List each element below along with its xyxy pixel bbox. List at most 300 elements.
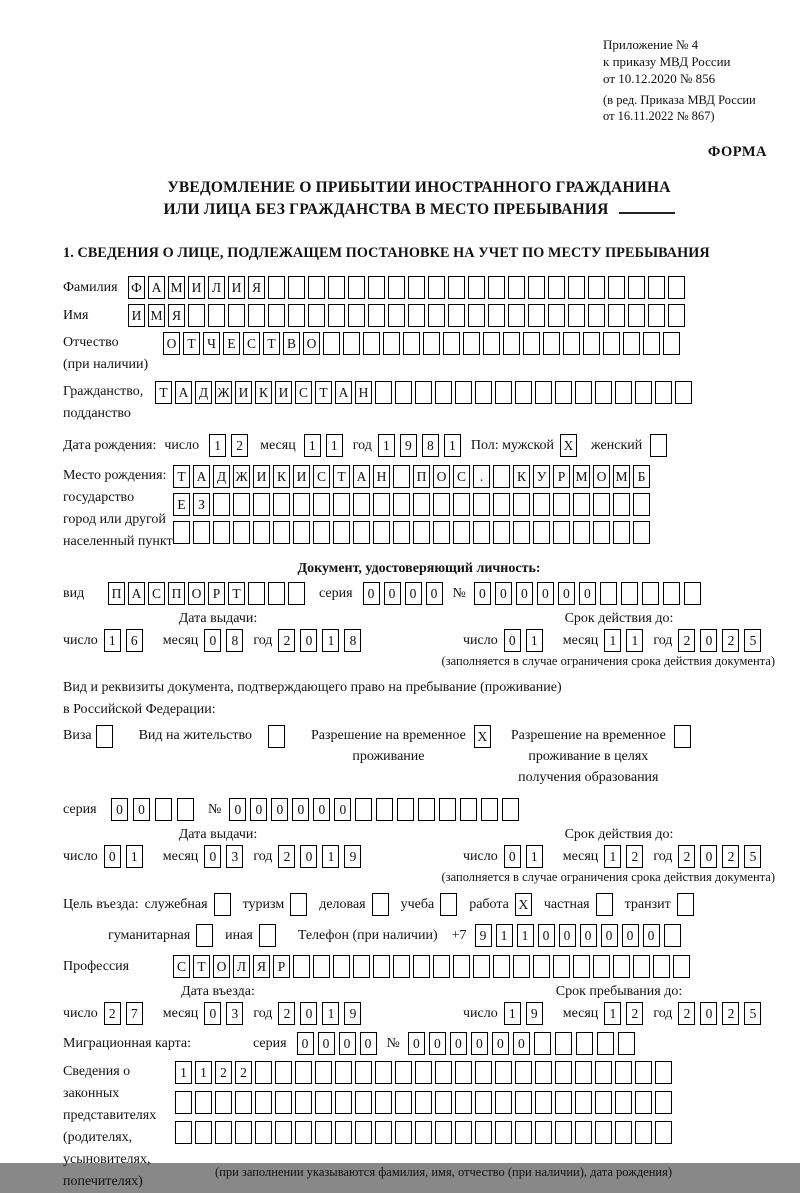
form-cell bbox=[293, 493, 310, 516]
form-cell bbox=[664, 924, 681, 947]
form-cell: А bbox=[128, 582, 145, 605]
birthplace-label: Место рождения: государство город или другой населенный пункт bbox=[63, 468, 173, 549]
form-cell: К bbox=[513, 465, 530, 488]
form-cell bbox=[543, 332, 560, 355]
form-cell bbox=[375, 1061, 392, 1084]
form-cell: А bbox=[353, 465, 370, 488]
form-cell: Я bbox=[253, 955, 270, 978]
form-cell bbox=[388, 276, 405, 299]
form-cell: 0 bbox=[504, 845, 521, 868]
form-cell: 0 bbox=[700, 629, 717, 652]
form-cell: И bbox=[188, 276, 205, 299]
form-cell bbox=[393, 955, 410, 978]
ref-line: от 16.11.2022 № 867) bbox=[603, 109, 715, 123]
form-cell bbox=[195, 1091, 212, 1114]
form-cell bbox=[653, 955, 670, 978]
representatives-label: Сведения о законных представителях (родителях, усыновителях, попечителях) bbox=[63, 1064, 157, 1189]
form-cell: 0 bbox=[643, 924, 660, 947]
doc-type-grid bbox=[108, 582, 305, 605]
residence-number-grid bbox=[229, 798, 519, 821]
ref-line: Приложение № 4 bbox=[603, 37, 699, 52]
form-cell: 3 bbox=[226, 1002, 243, 1025]
representatives-grid-1 bbox=[175, 1061, 672, 1084]
form-cell: 2 bbox=[278, 629, 295, 652]
form-cell: . bbox=[473, 465, 490, 488]
form-cell bbox=[335, 1121, 352, 1144]
form-cell bbox=[355, 1121, 372, 1144]
form-cell: 9 bbox=[400, 434, 417, 457]
form-cell bbox=[575, 1121, 592, 1144]
purpose-official-checkbox bbox=[214, 893, 231, 916]
form-cell: Т bbox=[263, 332, 280, 355]
valid-year-grid bbox=[678, 845, 761, 868]
firstname-grid bbox=[128, 304, 685, 327]
form-cell: 2 bbox=[722, 629, 739, 652]
form-cell bbox=[650, 434, 667, 457]
form-cell: Ж bbox=[233, 465, 250, 488]
form-cell: 2 bbox=[278, 845, 295, 868]
form-cell bbox=[575, 1091, 592, 1114]
migration-card-row bbox=[63, 1032, 775, 1055]
form-cell bbox=[393, 465, 410, 488]
form-cell: 9 bbox=[344, 845, 361, 868]
form-cell: 1 bbox=[195, 1061, 212, 1084]
form-cell: И bbox=[128, 304, 145, 327]
form-cell bbox=[448, 276, 465, 299]
form-cell bbox=[455, 1091, 472, 1114]
form-cell: 1 bbox=[604, 845, 621, 868]
form-cell bbox=[528, 276, 545, 299]
form-cell bbox=[228, 304, 245, 327]
form-cell bbox=[177, 798, 194, 821]
entry-date-group bbox=[63, 984, 463, 1025]
form-cell: 2 bbox=[722, 1002, 739, 1025]
form-cell: 0 bbox=[104, 845, 121, 868]
form-cell bbox=[595, 1061, 612, 1084]
entry-date-heading: Дата въезда: bbox=[181, 984, 255, 999]
doc-type-label: вид bbox=[63, 586, 85, 601]
form-cell: 1 bbox=[604, 629, 621, 652]
birthplace-grids bbox=[173, 465, 650, 544]
form-cell: М bbox=[148, 304, 165, 327]
form-cell bbox=[393, 493, 410, 516]
form-title bbox=[63, 177, 775, 221]
form-cell: 5 bbox=[744, 845, 761, 868]
year-label: год bbox=[653, 633, 673, 648]
form-cell bbox=[423, 332, 440, 355]
phone-label: Телефон (при наличии) bbox=[297, 928, 438, 943]
month-label: месяц bbox=[162, 1006, 199, 1021]
form-cell bbox=[635, 381, 652, 404]
form-cell bbox=[615, 1061, 632, 1084]
purpose-option-label: служебная bbox=[144, 897, 208, 912]
form-cell: У bbox=[533, 465, 550, 488]
form-cell bbox=[195, 1121, 212, 1144]
form-cell bbox=[435, 1061, 452, 1084]
form-cell bbox=[555, 1032, 572, 1055]
form-cell: Т bbox=[173, 465, 190, 488]
form-cell bbox=[635, 1061, 652, 1084]
purpose-option-label: гуманитарная bbox=[108, 928, 191, 943]
form-cell bbox=[393, 521, 410, 544]
form-cell bbox=[618, 1032, 635, 1055]
ref-line: от 10.12.2020 № 856 bbox=[603, 71, 716, 86]
stay-until-group bbox=[463, 984, 775, 1025]
form-cell bbox=[573, 955, 590, 978]
form-cell bbox=[455, 1121, 472, 1144]
form-cell bbox=[684, 582, 701, 605]
form-cell bbox=[503, 332, 520, 355]
birth-year-label: год bbox=[352, 438, 372, 453]
form-cell bbox=[373, 955, 390, 978]
form-cell bbox=[348, 304, 365, 327]
form-cell bbox=[268, 582, 285, 605]
form-cell bbox=[663, 582, 680, 605]
form-cell bbox=[533, 955, 550, 978]
valid-date-heading: Срок действия до: bbox=[564, 827, 674, 842]
form-cell: И bbox=[293, 465, 310, 488]
form-cell bbox=[555, 1061, 572, 1084]
form-cell bbox=[315, 1121, 332, 1144]
form-cell bbox=[481, 798, 498, 821]
form-cell: 0 bbox=[405, 582, 422, 605]
form-cell bbox=[435, 1091, 452, 1114]
form-cell: И bbox=[235, 381, 252, 404]
form-cell bbox=[493, 465, 510, 488]
day-label: число bbox=[63, 849, 98, 864]
form-cell: Д bbox=[195, 381, 212, 404]
form-cell: 0 bbox=[558, 582, 575, 605]
form-cell: 2 bbox=[626, 845, 643, 868]
form-cell: 0 bbox=[471, 1032, 488, 1055]
form-cell bbox=[655, 1121, 672, 1144]
form-cell: Л bbox=[208, 276, 225, 299]
form-cell bbox=[275, 1091, 292, 1114]
purpose-option-label: учеба bbox=[400, 897, 435, 912]
section1-heading: 1. СВЕДЕНИЯ О ЛИЦЕ, ПОДЛЕЖАЩЕМ ПОСТАНОВКЕ НА УЧЕТ ПО МЕСТУ ПРЕБЫВАНИЯ bbox=[63, 245, 710, 261]
form-cell: 5 bbox=[744, 1002, 761, 1025]
form-cell bbox=[448, 304, 465, 327]
stay-month-grid bbox=[604, 1002, 643, 1025]
form-cell: П bbox=[413, 465, 430, 488]
form-cell bbox=[495, 1091, 512, 1114]
form-cell bbox=[288, 276, 305, 299]
form-cell bbox=[439, 798, 456, 821]
form-cell bbox=[563, 332, 580, 355]
form-cell bbox=[348, 276, 365, 299]
form-cell bbox=[353, 521, 370, 544]
form-cell: 0 bbox=[538, 924, 555, 947]
residence-doc-dates bbox=[63, 827, 775, 868]
form-cell bbox=[295, 1091, 312, 1114]
form-cell bbox=[615, 1121, 632, 1144]
stay-day-grid bbox=[504, 1002, 543, 1025]
form-cell: 1 bbox=[209, 434, 226, 457]
form-cell bbox=[573, 493, 590, 516]
validity-note: (заполняется в случае ограничения срока действия документа) bbox=[441, 654, 775, 668]
form-cell bbox=[433, 955, 450, 978]
form-cell: А bbox=[335, 381, 352, 404]
sex-male-label: Пол: мужской bbox=[470, 438, 555, 453]
profession-row bbox=[63, 955, 775, 978]
form-cell bbox=[193, 521, 210, 544]
form-cell: Я bbox=[248, 276, 265, 299]
form-cell bbox=[415, 1121, 432, 1144]
day-label: число bbox=[63, 1006, 98, 1021]
form-cell: Б bbox=[633, 465, 650, 488]
form-cell bbox=[468, 276, 485, 299]
form-cell bbox=[495, 381, 512, 404]
issue-month-grid bbox=[204, 845, 243, 868]
form-cell: К bbox=[255, 381, 272, 404]
sex-female-checkbox bbox=[650, 434, 667, 457]
form-cell: 0 bbox=[300, 629, 317, 652]
ref-line: к приказу МВД России bbox=[603, 54, 731, 69]
issue-day-grid bbox=[104, 629, 143, 652]
form-cell bbox=[533, 521, 550, 544]
ref-line: (в ред. Приказа МВД России bbox=[603, 93, 756, 107]
form-cell: Т bbox=[155, 381, 172, 404]
form-cell: 1 bbox=[626, 629, 643, 652]
form-cell bbox=[463, 332, 480, 355]
form-cell bbox=[215, 1121, 232, 1144]
form-cell: 0 bbox=[204, 1002, 221, 1025]
form-cell: В bbox=[283, 332, 300, 355]
form-cell: 0 bbox=[204, 629, 221, 652]
form-cell bbox=[597, 1032, 614, 1055]
form-cell bbox=[635, 1121, 652, 1144]
form-cell bbox=[493, 493, 510, 516]
form-cell: Е bbox=[223, 332, 240, 355]
form-cell: Р bbox=[553, 465, 570, 488]
form-cell bbox=[568, 304, 585, 327]
form-cell bbox=[293, 955, 310, 978]
form-cell bbox=[588, 276, 605, 299]
form-cell bbox=[603, 332, 620, 355]
form-cell bbox=[663, 332, 680, 355]
migration-card-label: Миграционная карта: bbox=[63, 1036, 192, 1051]
form-cell: С bbox=[148, 582, 165, 605]
form-cell bbox=[435, 381, 452, 404]
issue-month-grid bbox=[204, 629, 243, 652]
form-cell: Т bbox=[193, 955, 210, 978]
form-cell: 0 bbox=[408, 1032, 425, 1055]
purpose-option-label: транзит bbox=[624, 897, 671, 912]
form-cell bbox=[523, 332, 540, 355]
form-cell bbox=[583, 332, 600, 355]
surname-row bbox=[63, 276, 775, 299]
form-cell: 1 bbox=[326, 434, 343, 457]
valid-day-grid bbox=[504, 845, 543, 868]
form-cell bbox=[395, 1091, 412, 1114]
form-cell: 0 bbox=[495, 582, 512, 605]
form-cell bbox=[255, 1091, 272, 1114]
form-cell: Р bbox=[273, 955, 290, 978]
form-cell bbox=[513, 521, 530, 544]
form-cell bbox=[355, 1091, 372, 1114]
form-cell: 0 bbox=[363, 582, 380, 605]
form-cell bbox=[628, 276, 645, 299]
form-cell bbox=[502, 798, 519, 821]
visit-purpose-row2 bbox=[63, 924, 775, 947]
form-cell: 1 bbox=[378, 434, 395, 457]
edition-reference bbox=[603, 92, 775, 124]
residence-issue-group bbox=[63, 827, 463, 868]
form-cell bbox=[275, 1061, 292, 1084]
form-cell bbox=[313, 521, 330, 544]
form-cell bbox=[668, 304, 685, 327]
form-cell: Л bbox=[233, 955, 250, 978]
form-cell: 3 bbox=[226, 845, 243, 868]
form-cell: 2 bbox=[235, 1061, 252, 1084]
entry-dates bbox=[63, 984, 775, 1025]
valid-year-grid bbox=[678, 629, 761, 652]
form-cell bbox=[642, 582, 659, 605]
form-cell: 0 bbox=[426, 582, 443, 605]
form-cell bbox=[308, 304, 325, 327]
form-cell bbox=[473, 493, 490, 516]
form-cell: Р bbox=[208, 582, 225, 605]
form-cell bbox=[395, 1121, 412, 1144]
year-label: год bbox=[253, 1006, 273, 1021]
form-cell: И bbox=[275, 381, 292, 404]
form-cell bbox=[535, 1121, 552, 1144]
form-cell bbox=[493, 521, 510, 544]
purpose-other-checkbox bbox=[259, 924, 276, 947]
form-cell bbox=[533, 493, 550, 516]
form-cell bbox=[408, 304, 425, 327]
form-cell bbox=[515, 1121, 532, 1144]
identity-valid-group bbox=[463, 611, 775, 652]
form-cell bbox=[460, 798, 477, 821]
form-cell bbox=[555, 1091, 572, 1114]
form-cell bbox=[428, 304, 445, 327]
form-cell bbox=[608, 276, 625, 299]
form-cell bbox=[255, 1061, 272, 1084]
form-cell: М bbox=[573, 465, 590, 488]
representatives-grid-2 bbox=[175, 1091, 672, 1114]
form-cell: 0 bbox=[513, 1032, 530, 1055]
form-cell: Н bbox=[373, 465, 390, 488]
doc-number-label: № bbox=[452, 586, 466, 601]
form-cell bbox=[568, 276, 585, 299]
form-cell bbox=[188, 304, 205, 327]
day-label: число bbox=[63, 633, 98, 648]
form-cell: О bbox=[213, 955, 230, 978]
sex-female-label: женский bbox=[591, 438, 643, 453]
form-cell bbox=[375, 1091, 392, 1114]
form-cell bbox=[353, 493, 370, 516]
form-cell bbox=[248, 582, 265, 605]
patronymic-grid bbox=[163, 332, 680, 355]
form-cell: 0 bbox=[492, 1032, 509, 1055]
form-cell bbox=[515, 1061, 532, 1084]
form-cell: 1 bbox=[322, 629, 339, 652]
form-cell: 1 bbox=[322, 1002, 339, 1025]
entry-day-grid bbox=[104, 1002, 143, 1025]
form-cell bbox=[648, 276, 665, 299]
form-cell bbox=[328, 304, 345, 327]
form-cell: 2 bbox=[104, 1002, 121, 1025]
form-cell bbox=[440, 893, 457, 916]
form-cell bbox=[363, 332, 380, 355]
issue-date-heading: Дата выдачи: bbox=[178, 827, 258, 842]
form-cell bbox=[488, 304, 505, 327]
purpose-option-label: иная bbox=[225, 928, 253, 943]
order-reference bbox=[603, 36, 775, 87]
form-cell: X bbox=[474, 725, 491, 748]
visit-purpose-row bbox=[63, 893, 775, 916]
form-cell bbox=[433, 521, 450, 544]
purpose-option-label: работа bbox=[469, 897, 509, 912]
form-cell: Т bbox=[333, 465, 350, 488]
form-cell: А bbox=[148, 276, 165, 299]
form-cell: 2 bbox=[278, 1002, 295, 1025]
residence-permit-checkbox bbox=[268, 725, 285, 748]
form-cell: 1 bbox=[496, 924, 513, 947]
form-cell bbox=[553, 493, 570, 516]
representatives-row bbox=[63, 1061, 775, 1193]
day-label: число bbox=[463, 633, 498, 648]
purpose-transit-checkbox bbox=[677, 893, 694, 916]
form-cell: 0 bbox=[700, 1002, 717, 1025]
form-cell: М bbox=[613, 465, 630, 488]
form-cell: П bbox=[168, 582, 185, 605]
form-cell bbox=[475, 1061, 492, 1084]
form-cell bbox=[535, 1091, 552, 1114]
birth-day-grid bbox=[209, 434, 248, 457]
form-cell: 0 bbox=[250, 798, 267, 821]
form-cell: 0 bbox=[516, 582, 533, 605]
form-cell bbox=[268, 304, 285, 327]
residence-doc-types-row bbox=[63, 725, 775, 788]
form-cell bbox=[397, 798, 414, 821]
form-cell bbox=[555, 381, 572, 404]
form-cell: 0 bbox=[450, 1032, 467, 1055]
form-cell: 1 bbox=[517, 924, 534, 947]
form-cell bbox=[335, 1061, 352, 1084]
form-cell bbox=[488, 276, 505, 299]
form-cell bbox=[453, 493, 470, 516]
form-cell bbox=[655, 381, 672, 404]
form-cell bbox=[555, 1121, 572, 1144]
form-cell bbox=[675, 381, 692, 404]
form-cell: О bbox=[433, 465, 450, 488]
form-cell: 1 bbox=[444, 434, 461, 457]
form-cell bbox=[268, 276, 285, 299]
valid-day-grid bbox=[504, 629, 543, 652]
form-cell bbox=[373, 521, 390, 544]
purpose-humanitarian-checkbox bbox=[196, 924, 213, 947]
form-cell bbox=[615, 1091, 632, 1114]
form-cell bbox=[395, 1061, 412, 1084]
form-title-line1: УВЕДОМЛЕНИЕ О ПРИБЫТИИ ИНОСТРАННОГО ГРАЖДАНИНА bbox=[167, 179, 671, 196]
citizenship-label: Гражданство, подданство bbox=[63, 384, 144, 421]
doc-series-label: серия bbox=[319, 586, 353, 601]
edu-residence-label: Разрешение на временное проживание в целях получения образования bbox=[510, 728, 666, 785]
form-cell: 0 bbox=[429, 1032, 446, 1055]
form-cell: 0 bbox=[313, 798, 330, 821]
issue-date-heading: Дата выдачи: bbox=[178, 611, 258, 626]
form-cell bbox=[415, 381, 432, 404]
title-underline bbox=[619, 202, 675, 214]
birth-day-label: число bbox=[164, 438, 200, 453]
day-label: число bbox=[463, 849, 498, 864]
form-cell bbox=[615, 381, 632, 404]
form-cell bbox=[268, 725, 285, 748]
temp-residence-label: Разрешение на временное проживание bbox=[310, 728, 466, 764]
form-cell: 2 bbox=[678, 629, 695, 652]
